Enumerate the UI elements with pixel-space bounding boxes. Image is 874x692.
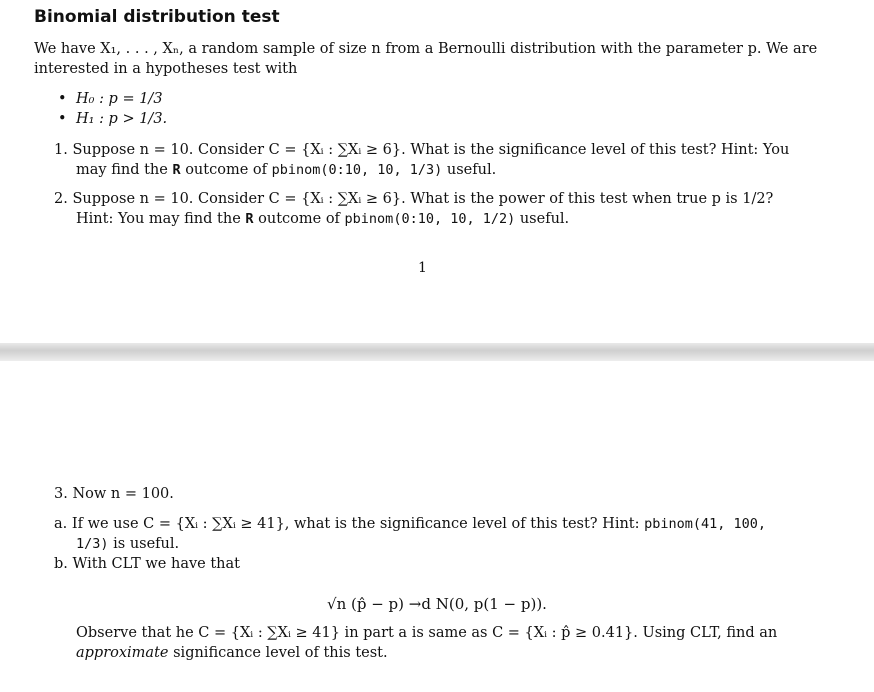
- page-number: 1: [418, 260, 427, 276]
- question-2: [54, 189, 834, 229]
- question-3a-line-2: 1/3) is useful.: [76, 536, 180, 552]
- intro-paragraph: [34, 39, 824, 79]
- clt-formula: √n (p̂ − p) →d N(0, p(1 − p)).: [327, 595, 547, 613]
- document-page-2: [0, 361, 874, 692]
- observe-paragraph: [76, 623, 846, 663]
- code-snippet: pbinom(41, 100,: [644, 516, 767, 532]
- bullet-icon: •: [58, 91, 67, 107]
- code-snippet: pbinom(0:10, 10, 1/2): [344, 211, 516, 227]
- intro-line-2: interested in a hypotheses test with: [34, 61, 298, 77]
- code-snippet: pbinom(0:10, 10, 1/3): [271, 162, 443, 178]
- question-1-line-2: may find the R outcome of pbinom(0:10, 10, 1/3) useful.: [76, 162, 497, 178]
- section-title: Binomial distribution test: [34, 7, 280, 27]
- hypothesis-alt: • H₁ : p > 1/3.: [58, 111, 168, 127]
- hypothesis-null: • H₀ : p = 1/3: [58, 91, 163, 107]
- question-3: 3. Now n = 100.: [54, 486, 174, 502]
- question-3a: [54, 514, 844, 554]
- question-3b: b. With CLT we have that: [54, 556, 240, 572]
- intro-line-1: We have X₁, . . . , Xₙ, a random sample of size n from a Bernoulli distribution with the parameter p. We are: [34, 41, 818, 57]
- question-2-line-1: 2. Suppose n = 10. Consider C = {Xᵢ : ∑Xᵢ ≥ 6}. What is the power of this test when true p is 1/2?: [54, 191, 774, 207]
- page-separator: [0, 343, 874, 361]
- observe-line-1: Observe that he C = {Xᵢ : ∑Xᵢ ≥ 41} in part a is same as C = {Xᵢ : p̂ ≥ 0.41}. Using CLT, find an: [76, 625, 778, 641]
- question-1: [54, 140, 834, 180]
- question-2-line-2: Hint: You may find the R outcome of pbinom(0:10, 10, 1/2) useful.: [76, 211, 570, 227]
- document-page-1: [0, 0, 874, 343]
- question-1-line-1: 1. Suppose n = 10. Consider C = {Xᵢ : ∑Xᵢ ≥ 6}. What is the significance level of this test? Hint: You: [54, 142, 790, 158]
- bullet-icon: •: [58, 111, 67, 127]
- question-3a-line-1: a. If we use C = {Xᵢ : ∑Xᵢ ≥ 41}, what is the significance level of this test? Hint: pbinom(41, 100,: [54, 516, 767, 532]
- observe-line-2: approximate significance level of this test.: [76, 645, 388, 661]
